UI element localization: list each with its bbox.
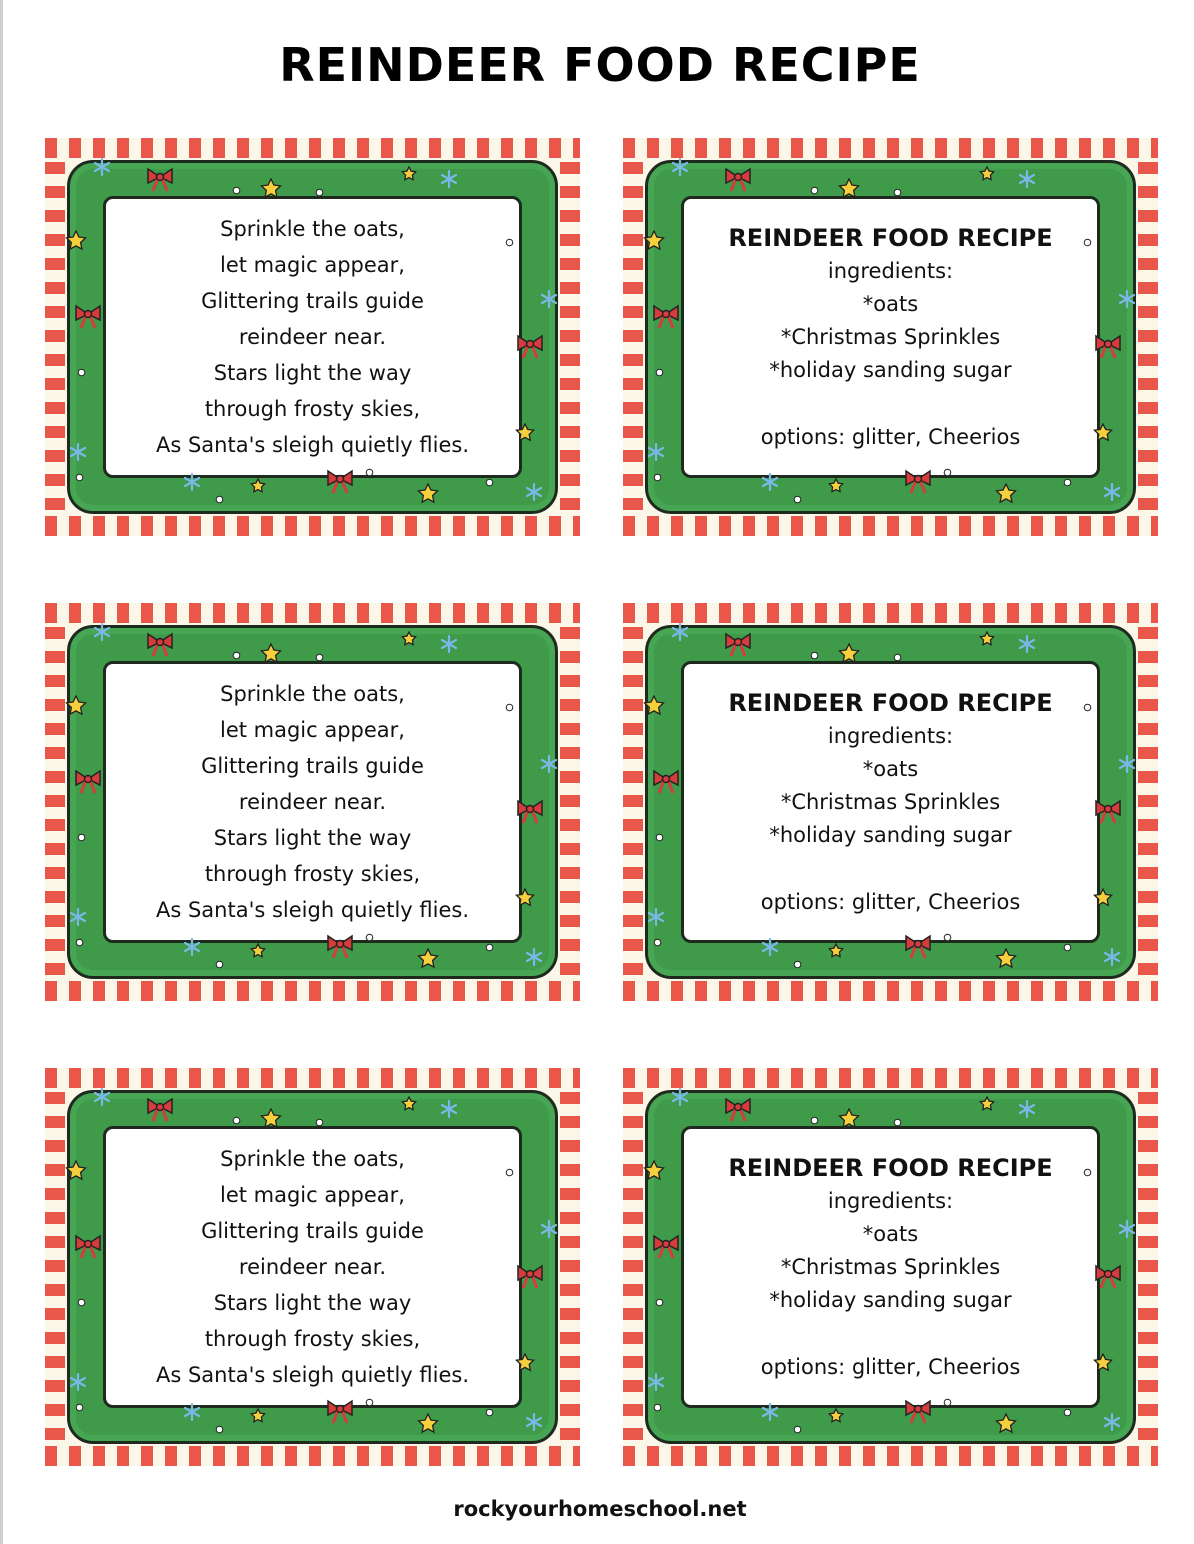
dot-icon: [653, 938, 662, 947]
snowflake-icon: [1118, 755, 1136, 773]
dot-icon: [232, 1116, 241, 1125]
ingredients-label: ingredients:: [827, 1188, 954, 1213]
dot-icon: [215, 1425, 224, 1434]
bow-icon: [1093, 333, 1123, 359]
snowflake-icon: [1018, 1100, 1036, 1118]
poem-line: As Santa's sleigh quietly flies.: [156, 1363, 469, 1387]
snowflake-icon: [1103, 948, 1121, 966]
star-icon: [417, 483, 439, 505]
bow-icon: [325, 933, 355, 959]
star-icon: [515, 1353, 535, 1373]
poem-line: through frosty skies,: [204, 1327, 421, 1351]
dot-icon: [485, 1408, 494, 1417]
snowflake-icon: [540, 755, 558, 773]
bow-icon: [723, 631, 753, 657]
snowflake-icon: [647, 443, 665, 461]
snowflake-icon: [440, 1100, 458, 1118]
dot-icon: [793, 960, 802, 969]
star-icon: [250, 1408, 266, 1424]
poem-line: let magic appear,: [219, 1183, 405, 1207]
dot-icon: [893, 188, 902, 197]
star-icon: [979, 166, 995, 182]
star-icon: [1093, 888, 1113, 908]
bow-icon: [145, 166, 175, 192]
star-icon: [401, 631, 417, 647]
snowflake-icon: [69, 443, 87, 461]
dot-icon: [75, 938, 84, 947]
snowflake-icon: [761, 473, 779, 491]
snowflake-icon: [525, 483, 543, 501]
dot-icon: [793, 1425, 802, 1434]
star-icon: [643, 695, 665, 717]
star-icon: [401, 1096, 417, 1112]
bow-icon: [515, 1263, 545, 1289]
poem-line: Stars light the way: [213, 826, 412, 850]
snowflake-icon: [440, 170, 458, 188]
star-icon: [260, 1108, 282, 1130]
recipe-panel: [681, 196, 1100, 478]
dot-icon: [215, 495, 224, 504]
dot-icon: [365, 933, 374, 942]
dot-icon: [365, 468, 374, 477]
snowflake-icon: [183, 1403, 201, 1421]
poem-line: Glittering trails guide: [201, 1219, 424, 1243]
poem-line: let magic appear,: [219, 718, 405, 742]
poem-panel: [103, 661, 522, 943]
snowflake-icon: [647, 908, 665, 926]
dot-icon: [315, 188, 324, 197]
star-icon: [828, 943, 844, 959]
recipe-title: REINDEER FOOD RECIPE: [728, 688, 1053, 717]
dot-icon: [793, 495, 802, 504]
dot-icon: [77, 833, 86, 842]
dot-icon: [505, 1168, 514, 1177]
bow-icon: [145, 1096, 175, 1122]
bow-icon: [651, 303, 681, 329]
star-icon: [417, 1413, 439, 1435]
poem-line: Stars light the way: [213, 361, 412, 385]
dot-icon: [1063, 478, 1072, 487]
star-icon: [995, 948, 1017, 970]
dot-icon: [1083, 238, 1092, 247]
star-icon: [838, 643, 860, 665]
dot-icon: [77, 1298, 86, 1307]
star-icon: [260, 178, 282, 200]
options-line: options: glitter, Cheerios: [760, 889, 1021, 914]
ingredient-item: *oats: [862, 756, 919, 781]
dot-icon: [1063, 1408, 1072, 1417]
poem-card-1: [45, 138, 580, 536]
dot-icon: [485, 478, 494, 487]
poem-line: Sprinkle the oats,: [220, 217, 405, 241]
bow-icon: [651, 768, 681, 794]
snowflake-icon: [761, 938, 779, 956]
dot-icon: [655, 368, 664, 377]
poem-line: through frosty skies,: [204, 397, 421, 421]
snowflake-icon: [183, 473, 201, 491]
poem-line: Glittering trails guide: [201, 754, 424, 778]
poem-line: As Santa's sleigh quietly flies.: [156, 433, 469, 457]
bow-icon: [903, 468, 933, 494]
snowflake-icon: [647, 1373, 665, 1391]
star-icon: [401, 166, 417, 182]
dot-icon: [810, 651, 819, 660]
dot-icon: [315, 1118, 324, 1127]
poem-panel: [103, 1126, 522, 1408]
star-icon: [979, 1096, 995, 1112]
snowflake-icon: [69, 1373, 87, 1391]
dot-icon: [893, 653, 902, 662]
ingredient-item: *Christmas Sprinkles: [780, 324, 1001, 349]
ingredient-item: *oats: [862, 1221, 919, 1246]
ingredient-item: *Christmas Sprinkles: [780, 1254, 1001, 1279]
options-line: options: glitter, Cheerios: [760, 424, 1021, 449]
bow-icon: [73, 303, 103, 329]
dot-icon: [505, 238, 514, 247]
bow-icon: [515, 333, 545, 359]
bow-icon: [73, 768, 103, 794]
poem-line: through frosty skies,: [204, 862, 421, 886]
star-icon: [515, 423, 535, 443]
dot-icon: [893, 1118, 902, 1127]
star-icon: [828, 1408, 844, 1424]
dot-icon: [75, 1403, 84, 1412]
star-icon: [995, 483, 1017, 505]
bow-icon: [651, 1233, 681, 1259]
star-icon: [250, 478, 266, 494]
snowflake-icon: [93, 1088, 111, 1106]
bow-icon: [515, 798, 545, 824]
ingredient-item: *oats: [862, 291, 919, 316]
bow-icon: [723, 166, 753, 192]
dot-icon: [653, 1403, 662, 1412]
star-icon: [260, 643, 282, 665]
dot-icon: [215, 960, 224, 969]
snowflake-icon: [69, 908, 87, 926]
dot-icon: [943, 1398, 952, 1407]
footer-url: rockyourhomeschool.net: [453, 1497, 747, 1521]
dot-icon: [485, 943, 494, 952]
dot-icon: [943, 933, 952, 942]
bow-icon: [73, 1233, 103, 1259]
dot-icon: [1083, 1168, 1092, 1177]
snowflake-icon: [440, 635, 458, 653]
bow-icon: [145, 631, 175, 657]
dot-icon: [810, 186, 819, 195]
dot-icon: [232, 651, 241, 660]
star-icon: [995, 1413, 1017, 1435]
poem-line: reindeer near.: [238, 325, 387, 349]
recipe-card-2: [623, 603, 1158, 1001]
dot-icon: [232, 186, 241, 195]
star-icon: [250, 943, 266, 959]
snowflake-icon: [1103, 483, 1121, 501]
recipe-card-3: [623, 1068, 1158, 1466]
poem-card-3: [45, 1068, 580, 1466]
dot-icon: [315, 653, 324, 662]
snowflake-icon: [1118, 1220, 1136, 1238]
ingredient-item: *holiday sanding sugar: [769, 1287, 1012, 1312]
star-icon: [1093, 423, 1113, 443]
poem-line: As Santa's sleigh quietly flies.: [156, 898, 469, 922]
star-icon: [65, 695, 87, 717]
ingredients-label: ingredients:: [827, 723, 954, 748]
ingredient-item: *Christmas Sprinkles: [780, 789, 1001, 814]
snowflake-icon: [1018, 170, 1036, 188]
snowflake-icon: [1118, 290, 1136, 308]
recipe-title: REINDEER FOOD RECIPE: [728, 1153, 1053, 1182]
snowflake-icon: [671, 158, 689, 176]
poem-line: Glittering trails guide: [201, 289, 424, 313]
snowflake-icon: [93, 623, 111, 641]
snowflake-icon: [1103, 1413, 1121, 1431]
dot-icon: [943, 468, 952, 477]
poem-line: Stars light the way: [213, 1291, 412, 1315]
poem-line: let magic appear,: [219, 253, 405, 277]
star-icon: [838, 1108, 860, 1130]
star-icon: [643, 230, 665, 252]
snowflake-icon: [1018, 635, 1036, 653]
poem-panel: [103, 196, 522, 478]
snowflake-icon: [93, 158, 111, 176]
bow-icon: [903, 933, 933, 959]
snowflake-icon: [525, 1413, 543, 1431]
ingredient-item: *holiday sanding sugar: [769, 822, 1012, 847]
bow-icon: [1093, 798, 1123, 824]
poem-line: Sprinkle the oats,: [220, 1147, 405, 1171]
dot-icon: [655, 1298, 664, 1307]
dot-icon: [653, 473, 662, 482]
poem-line: Sprinkle the oats,: [220, 682, 405, 706]
star-icon: [838, 178, 860, 200]
poem-line: reindeer near.: [238, 1255, 387, 1279]
bow-icon: [325, 1398, 355, 1424]
poem-card-2: [45, 603, 580, 1001]
snowflake-icon: [540, 1220, 558, 1238]
dot-icon: [75, 473, 84, 482]
dot-icon: [77, 368, 86, 377]
bow-icon: [1093, 1263, 1123, 1289]
snowflake-icon: [761, 1403, 779, 1421]
bow-icon: [903, 1398, 933, 1424]
star-icon: [979, 631, 995, 647]
snowflake-icon: [540, 290, 558, 308]
star-icon: [65, 230, 87, 252]
snowflake-icon: [671, 1088, 689, 1106]
poem-line: reindeer near.: [238, 790, 387, 814]
dot-icon: [505, 703, 514, 712]
dot-icon: [655, 833, 664, 842]
dot-icon: [1083, 703, 1092, 712]
star-icon: [643, 1160, 665, 1182]
recipe-title: REINDEER FOOD RECIPE: [728, 223, 1053, 252]
bow-icon: [723, 1096, 753, 1122]
star-icon: [828, 478, 844, 494]
recipe-card-1: [623, 138, 1158, 536]
dot-icon: [810, 1116, 819, 1125]
star-icon: [1093, 1353, 1113, 1373]
snowflake-icon: [671, 623, 689, 641]
page-title: REINDEER FOOD RECIPE: [279, 38, 921, 92]
star-icon: [515, 888, 535, 908]
snowflake-icon: [183, 938, 201, 956]
star-icon: [417, 948, 439, 970]
recipe-panel: [681, 1126, 1100, 1408]
bow-icon: [325, 468, 355, 494]
snowflake-icon: [525, 948, 543, 966]
star-icon: [65, 1160, 87, 1182]
dot-icon: [1063, 943, 1072, 952]
ingredient-item: *holiday sanding sugar: [769, 357, 1012, 382]
recipe-panel: [681, 661, 1100, 943]
dot-icon: [365, 1398, 374, 1407]
options-line: options: glitter, Cheerios: [760, 1354, 1021, 1379]
ingredients-label: ingredients:: [827, 258, 954, 283]
